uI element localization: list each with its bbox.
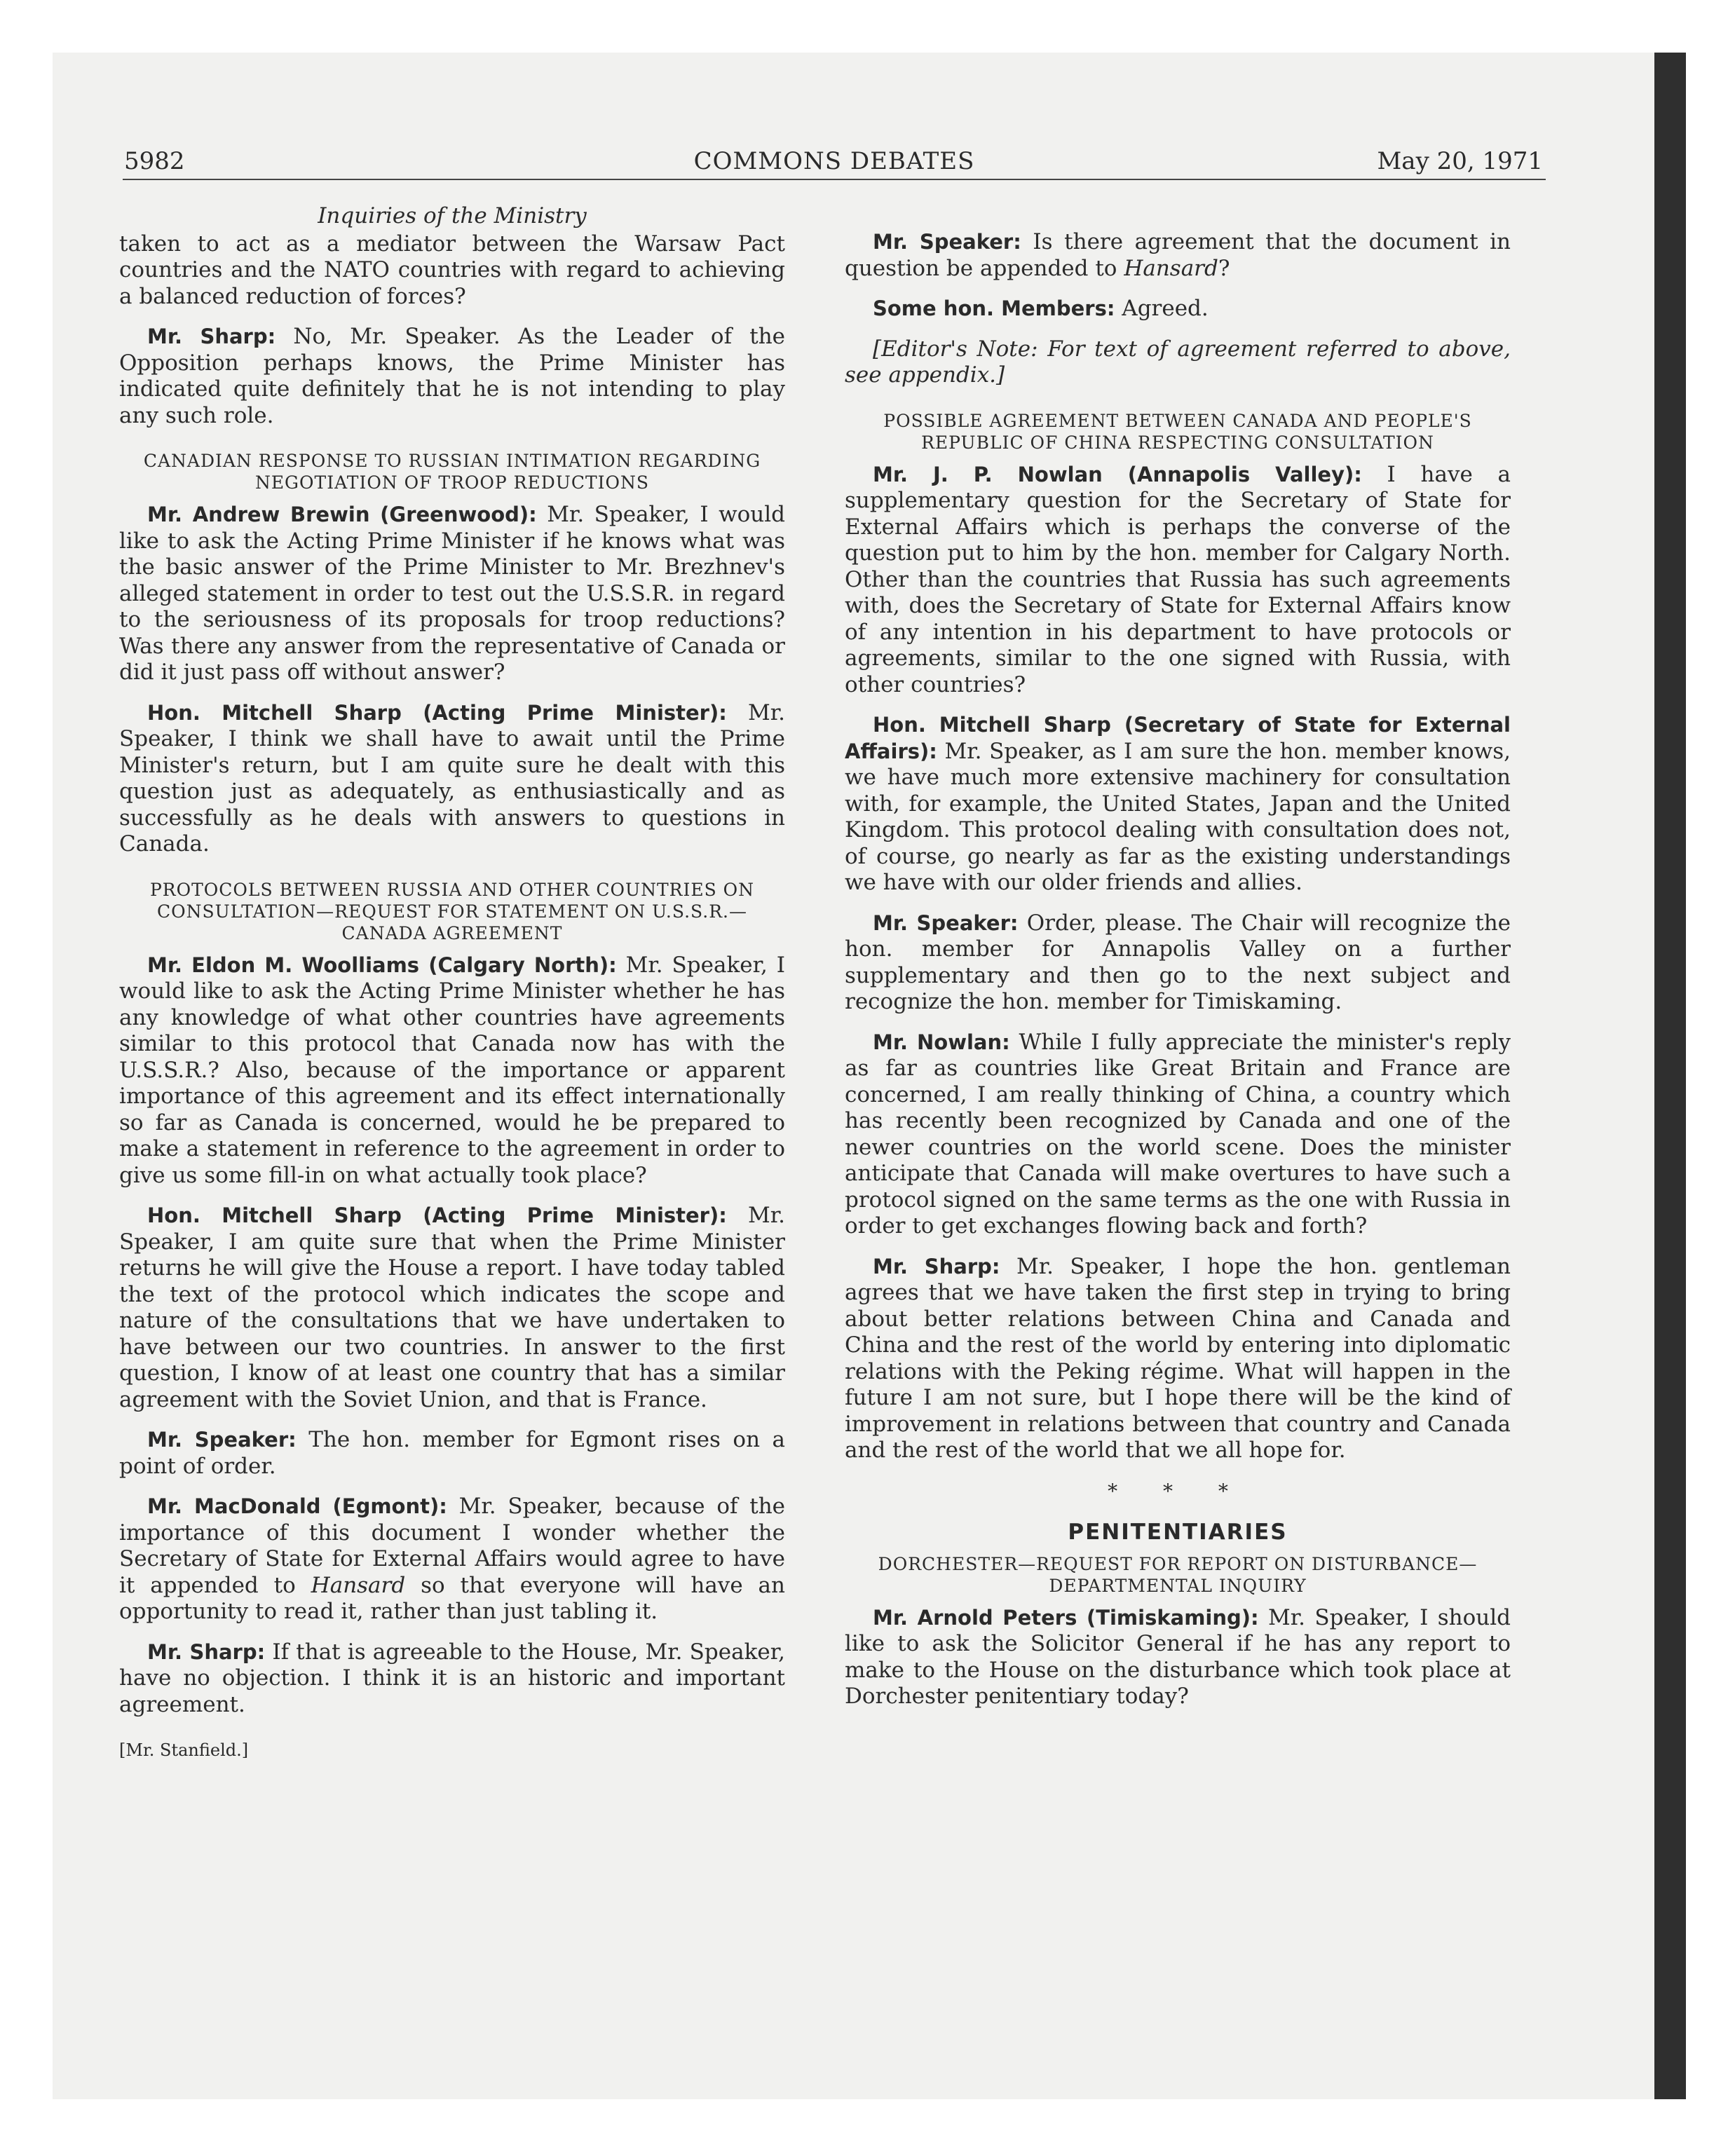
speaker-name: Hon. Mitchell Sharp (Secretary of State for External Affairs):	[845, 713, 1511, 763]
speaker-name: Hon. Mitchell Sharp (Acting Prime Minister):	[147, 700, 727, 725]
italic-word: Hansard	[311, 1572, 406, 1598]
speech-paragraph	[119, 324, 785, 429]
speech-text: so that everyone will have an opportunity to read it, rather than just tabling it.	[119, 1572, 785, 1624]
speech-text: ?	[1218, 255, 1230, 281]
speech-text: While I fully appreciate the minister's reply as far as countries like Great Britain and France are concerned, I am really thinking of China, a country which has recently been recognized by Canada and one of the newer countries on the world scene. Does the minister anticipate that Canada will make overtures to have such a protocol signed on the same terms as the one with Russia in order to get exchanges flowing back and forth?	[845, 1029, 1511, 1239]
speaker-name: Mr. J. P. Nowlan (Annapolis Valley):	[873, 462, 1362, 486]
speech-text: The hon. member for Egmont rises on a point of order.	[119, 1427, 785, 1479]
speech-paragraph	[119, 1203, 785, 1413]
speech-paragraph	[845, 1254, 1511, 1464]
speech-text: No, Mr. Speaker. As the Leader of the Opposition perhaps knows, the Prime Minister has indicated quite definitely that he is not intending to play any such role.	[119, 324, 785, 428]
right-column	[845, 203, 1511, 1724]
page-number: 5982	[124, 147, 185, 175]
speaker-name: Mr. Arnold Peters (Timiskaming):	[873, 1605, 1259, 1630]
speech-text: If that is agreeable to the House, Mr. Speaker, have no objection. I think it is an historic and important agreement.	[119, 1639, 785, 1717]
speech-paragraph	[845, 229, 1511, 282]
editors-note: [Editor's Note: For text of agreement referred to above, see appendix.]	[845, 336, 1511, 388]
issue-date: May 20, 1971	[1377, 147, 1543, 175]
speech-paragraph	[119, 1494, 785, 1625]
speech-paragraph	[119, 1427, 785, 1480]
speech-text: Is there agreement that the document in question be appended to	[845, 229, 1511, 281]
italic-word: Hansard	[1124, 255, 1218, 281]
speaker-name: Mr. Speaker:	[873, 910, 1019, 935]
speech-text: Mr. Speaker, I hope the hon. gentleman agrees that we have taken the first step in trying to bring about better relations between China and Canada and China and the rest of the world by entering into diplomatic relations with the Peking régime. What will happen in the future I am not sure, but I hope there will be the kind of improvement in relations between that country and Canada and the rest of the world that we all hope for.	[845, 1253, 1511, 1463]
subject-heading: CANADIAN RESPONSE TO RUSSIAN INTIMATION REGARDING NEGOTIATION OF TROOP REDUCTIONS	[143, 451, 761, 493]
speech-paragraph	[119, 700, 785, 858]
speech-text: Order, please. The Chair will recognize the hon. member for Annapolis Valley on a further supplementary and then go to the next subject and recognize the hon. member for Timiskaming.	[845, 910, 1511, 1014]
column-top-spacer	[845, 203, 1511, 229]
left-column	[119, 203, 785, 1764]
speech-text: Mr. Speaker, I would like to ask the Acting Prime Minister if he knows what was the basic answer of the Prime Minister to Mr. Brezhnev's alleged statement in order to test out the U.S.S.R. in regard to the seriousness of its proposals for troop reductions? Was there any answer from the representative of Canada or did it just pass off without answer?	[119, 502, 785, 685]
speech-paragraph	[845, 1605, 1511, 1710]
speech-text: Agreed.	[1115, 296, 1209, 321]
speech-paragraph	[119, 1639, 785, 1719]
section-separator: * * *	[1108, 1479, 1248, 1503]
section-title: PENITENTIARIES	[1068, 1520, 1288, 1545]
speaker-name: Mr. Eldon M. Woolliams (Calgary North):	[147, 953, 617, 977]
running-head: Inquiries of the Ministry	[318, 203, 587, 228]
subject-heading: PROTOCOLS BETWEEN RUSSIA AND OTHER COUNTRIES ON CONSULTATION—REQUEST FOR STATEMENT ON U.S.S.R.—CANADA AGREEMENT	[149, 879, 755, 943]
speech-text: Mr. Speaker, as I am sure the hon. member knows, we have much more extensive machinery for consultation with, for example, the United States, Japan and the United Kingdom. This protocol dealing with consultation does not, of course, go nearly as far as the existing understandings we have with our older friends and allies.	[845, 738, 1511, 895]
speech-paragraph	[845, 296, 1511, 322]
speech-paragraph	[845, 712, 1511, 896]
speech-text: I have a supplementary question for the Secretary of State for External Affairs which is perhaps the converse of the question put to him by the hon. member for Calgary North. Other than the countries that Russia has such agreements with, does the Secretary of State for External Affairs know of any intention in his department to have protocols or agreements, similar to the one signed with Russia, with other countries?	[845, 461, 1511, 697]
speech-paragraph	[845, 910, 1511, 1016]
paragraph-text: taken to act as a mediator between the Warsaw Pact countries and the NATO countries with regard to achieving a balanced reduction of forces?	[119, 231, 785, 309]
speaker-name: Some hon. Members:	[873, 296, 1115, 320]
speech-text: Mr. Speaker, I should like to ask the Solicitor General if he has any report to make to the House on the disturbance which took place at Dorchester penitentiary today?	[845, 1604, 1511, 1709]
speaker-name: Mr. Sharp:	[147, 1639, 266, 1664]
speaker-name: Mr. Speaker:	[873, 230, 1021, 254]
speaker-name: Mr. Sharp:	[873, 1254, 1000, 1278]
scan-binding-edge	[1654, 53, 1686, 2099]
speaker-name: Mr. Sharp:	[147, 325, 276, 348]
subject-heading: DORCHESTER—REQUEST FOR REPORT ON DISTURBANCE—DEPARTMENTAL INQUIRY	[878, 1553, 1478, 1596]
speech-text: Mr. Speaker, I am quite sure that when the Prime Minister returns he will give the House a report. I have today tabled the text of the protocol which indicates the scope and nature of the consultations that we have undertaken to have between our two countries. In answer to the first question, I know of at least one country that has a similar agreement with the Soviet Union, and that is France.	[119, 1203, 785, 1412]
speech-paragraph	[119, 502, 785, 686]
speech-paragraph	[845, 462, 1511, 699]
page-header	[123, 144, 1546, 180]
speaker-name: Mr. Speaker:	[147, 1428, 297, 1452]
subject-heading: POSSIBLE AGREEMENT BETWEEN CANADA AND PEOPLE'S REPUBLIC OF CHINA RESPECTING CONSULTATION	[883, 410, 1472, 453]
speaker-name: Mr. MacDonald (Egmont):	[147, 1494, 447, 1518]
speech-paragraph	[119, 953, 785, 1189]
speaker-name: Mr. Nowlan:	[873, 1030, 1010, 1054]
speech-text: Mr. Speaker, I would like to ask the Acting Prime Minister whether he has any knowledge of what other countries have agreements similar to this protocol that Canada now has with the U.S.S.R.? Also, because of the importance or apparent importance of this agreement and its effect internationally so far as Canada is concerned, would he be prepared to make a statement in reference to the agreement in order to give us some fill-in on what actually took place?	[119, 952, 785, 1188]
publication-title: COMMONS DEBATES	[693, 147, 975, 175]
page-footer-note: [Mr. Stanfield.]	[119, 1740, 249, 1760]
speech-paragraph	[845, 1030, 1511, 1240]
paragraph	[119, 231, 785, 311]
speech-text: Mr. Speaker, because of the importance of this document I wonder whether the Secretary of State for External Affairs would agree to have it appended to	[119, 1494, 786, 1598]
speaker-name: Hon. Mitchell Sharp (Acting Prime Minister):	[147, 1203, 727, 1227]
speaker-name: Mr. Andrew Brewin (Greenwood):	[147, 503, 537, 526]
speech-text: Mr. Speaker, I think we shall have to await until the Prime Minister's return, but I am quite sure he dealt with this question just as adequately, as enthusiastically and as successfully as he deals with answers to questions in Canada.	[119, 700, 785, 857]
